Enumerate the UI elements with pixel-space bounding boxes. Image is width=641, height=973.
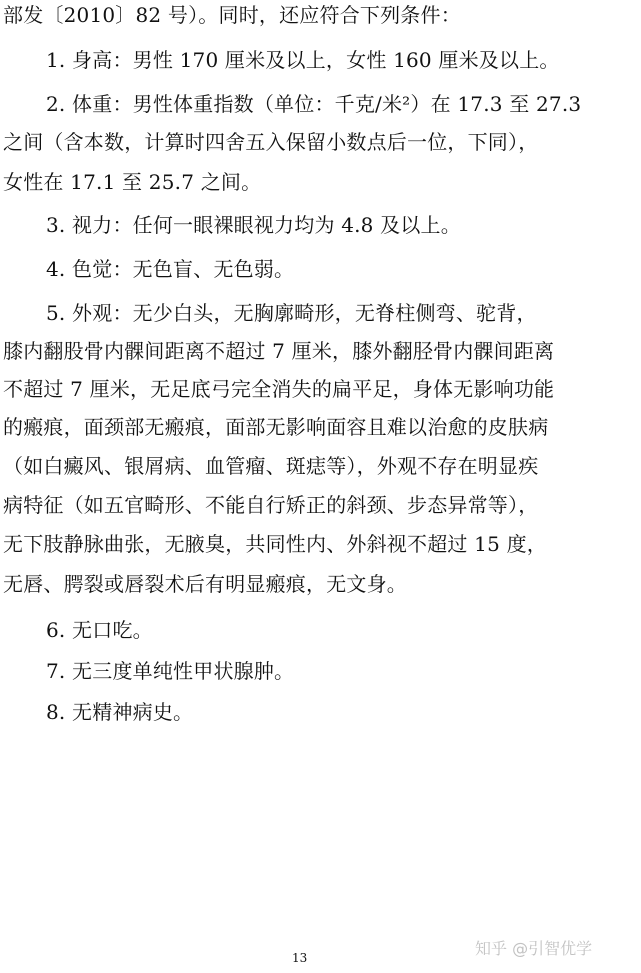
text-line: 不超过 7 厘米，无足底弓完全消失的扁平足，身体无影响功能 [3, 377, 555, 401]
condition-1-height: 1. 身高：男性 170 厘米及以上，女性 160 厘米及以上。 [46, 48, 560, 72]
page-number: 13 [292, 951, 308, 965]
watermark: 知乎 @引智优学 [475, 939, 593, 958]
text-line: 的瘢痕，面颈部无瘢痕，面部无影响面容且难以治愈的皮肤病 [3, 415, 549, 439]
condition-7-thyroid: 7. 无三度单纯性甲状腺肿。 [46, 659, 295, 683]
text-line: 无下肢静脉曲张，无腋臭，共同性内、外斜视不超过 15 度， [3, 532, 547, 556]
condition-2-weight: 2. 体重：男性体重指数（单位：千克/米²）在 17.3 至 27.3 [46, 92, 582, 116]
condition-5-appearance: 5. 外观：无少白头，无胸廓畸形，无脊柱侧弯、驼背， [46, 301, 537, 325]
text-line: 女性在 17.1 至 25.7 之间。 [3, 170, 262, 194]
text-line: 膝内翻股骨内髁间距离不超过 7 厘米，膝外翻胫骨内髁间距离 [3, 339, 555, 363]
text-line: 之间（含本数，计算时四舍五入保留小数点后一位，下同）， [3, 130, 539, 154]
condition-8-mental-history: 8. 无精神病史。 [46, 700, 194, 724]
text-line: 病特征（如五官畸形、不能自行矫正的斜颈、步态异常等）， [3, 493, 539, 517]
condition-6-stutter: 6. 无口吃。 [46, 618, 153, 642]
text-line: （如白癜风、银屑病、血管瘤、斑痣等），外观不存在明显疾 [3, 454, 539, 478]
condition-3-vision: 3. 视力：任何一眼裸眼视力均为 4.8 及以上。 [46, 213, 461, 237]
text-line: 无唇、腭裂或唇裂术后有明显瘢痕，无文身。 [3, 572, 407, 596]
condition-4-color-vision: 4. 色觉：无色盲、无色弱。 [46, 257, 295, 281]
text-line: 部发〔2010〕82 号）。同时，还应符合下列条件： [3, 3, 461, 27]
